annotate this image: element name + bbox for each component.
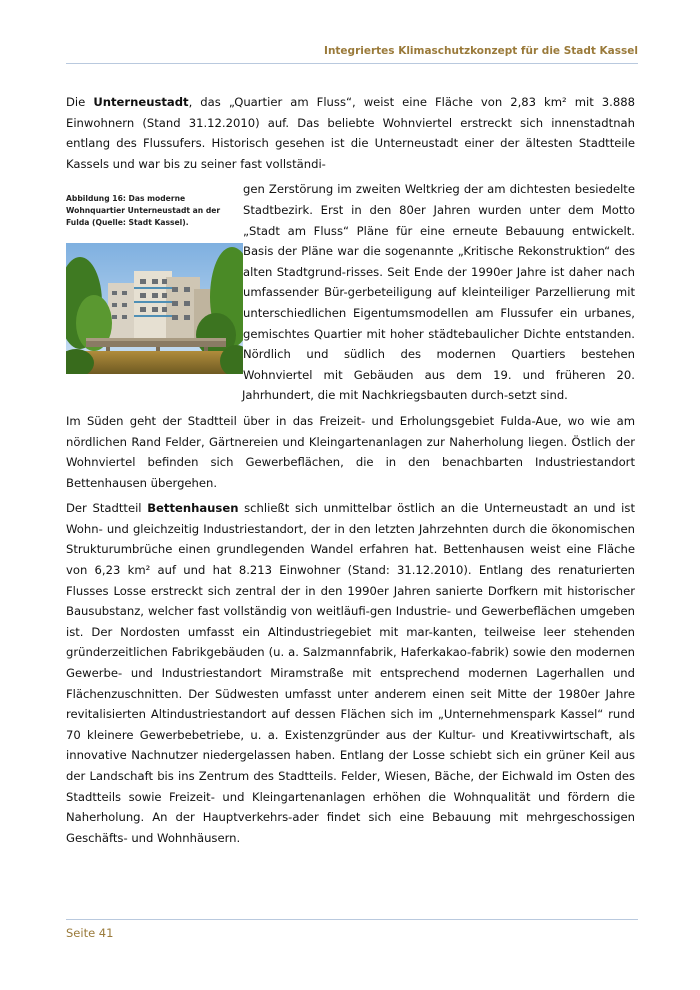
paragraph-unterneustadt-history: gen Zerstörung im zweiten Weltkrieg der am dichtesten besiedelte Stadtbezirk. Erst in den 80er Jahren wurden unter dem Motto „Stadt am Fluss“ Pläne für eine erneute Bebauung entwickelt. Basis der Pläne war die sogenannte „Kritische Rekonstruktion“ des alten Stadtgrund-risses. Seit Ende der 1990er Jahre ist daher nach umfassender Bür-gerbeteiligung auf kleinteiliger Parzellierung mit unterschiedlichen Eigentumsmodellen am Flussufer ein urbanes, gemischtes Quartier mit hoher städtebaulicher Dichte entstanden. Nördlich und südlich des modernen Quartiers bestehen Wohnviertel mit Gebäuden aus dem 19. und früheren 20. Jahrhundert, die mit Nachkriegsbauten durch-setzt sind. — [242, 182, 635, 403]
keyword-unterneustadt: Unterneustadt — [93, 95, 189, 109]
document-header-title: Integriertes Klimaschutzkonzept für die Stadt Kassel — [324, 45, 638, 57]
document-body — [66, 92, 635, 853]
keyword-bettenhausen: Bettenhausen — [147, 501, 239, 516]
text-segment: schließt sich unmittelbar östlich an die Unterneustadt an und ist Wohn- und gleichzeitig Industriestandort, der in den letzten Jahrzehnten durch die ökonomischen Strukturumbrüche einen grundlegenden Wandel erfahren hat. Bettenhausen weist eine Fläche von 6,23 km² auf und hat 8.213 Einwohner (Stand: 31.12.2010). Entlang des renaturierten Flusses Losse erstreckt sich zentral der in den 1990er Jahren sanierte Dorfkern mit historischer Bausubstanz, welcher fast vollständig von weitläufi-gen Industrie- und Gewerbeflächen umgeben ist. Der Nordosten umfasst ein Altindustriegebiet mit mar-kanten, teilweise leer stehenden gründerzeitlichen Fabrikgebäuden (u. a. Salzmannfabrik, Haferkakao-fabrik) sowie den modernen Gewerbe- und Industriestandort Miramstraße mit entsprechend modernen Lagerhallen und Flächenzuschnitten. Der Südwesten umfasst unter anderem einen seit Mitte der 1980er Jahre revitalisierten Altindustriestandort auf dessen Flächen sich im „Unternehmenspark Kassel“ rund 70 kleinere Gewerbebetriebe, u. a. Existenzgründer aus der Kultur- und Kreativwirtschaft, als innovative Nachnutzer niedergelassen haben. Entlang der Losse schiebt sich ein grüner Keil aus der Landschaft bis ins Zentrum des Stadtteils. Felder, Wiesen, Bäche, der Eichwald im Osten des Stadtteils sowie Freizeit- und Kleingartenanlagen erhöhen die Wohnqualität und fördern die Naherholung. An der Hauptverkehrs-ader findet sich eine Bebauung mit mehrgeschossigen Geschäfts- und Wohnhäusern. — [66, 501, 635, 845]
page-number: Seite 41 — [66, 926, 114, 940]
text-segment: , das „Quartier am Fluss“, weist eine Fläche von 2,83 km² mit 3.888 Einwohnern (Stand 31.12.2010) auf. Das beliebte Wohnviertel erstreckt sich innenstadtnah entlang des Flussufers. Historisch gesehen ist die Unterneustadt einer der ältesten Stadtteile Kassels und war bis zu seiner fast vollständi- — [66, 95, 635, 171]
text-segment: Die — [66, 95, 94, 109]
riverside-quarter-photo — [66, 243, 243, 374]
figure-caption: Abbildung 16: Das moderne Wohnquartier Unterneustadt an der Fulda (Quelle: Stadt Kassel). — [66, 194, 221, 228]
paragraph-unterneustadt-intro — [66, 92, 635, 174]
text-segment: Der Stadtteil — [66, 501, 148, 516]
paragraph-fulda-aue: Im Süden geht der Stadtteil über in das Freizeit- und Erholungsgebiet Fulda-Aue, wo wie am nördlichen Rand Felder, Gärtnereien und Kleingartenanlagen zur Naherholung liegen. Östlich der Wohnviertel befinden sich Gewerbeflächen, die in den benachbarten Industriestandort Bettenhausen übergehen. — [66, 413, 635, 490]
header-divider — [66, 63, 638, 64]
footer-divider — [66, 919, 638, 920]
figure-16 — [66, 179, 243, 374]
paragraph-bettenhausen — [66, 498, 635, 848]
